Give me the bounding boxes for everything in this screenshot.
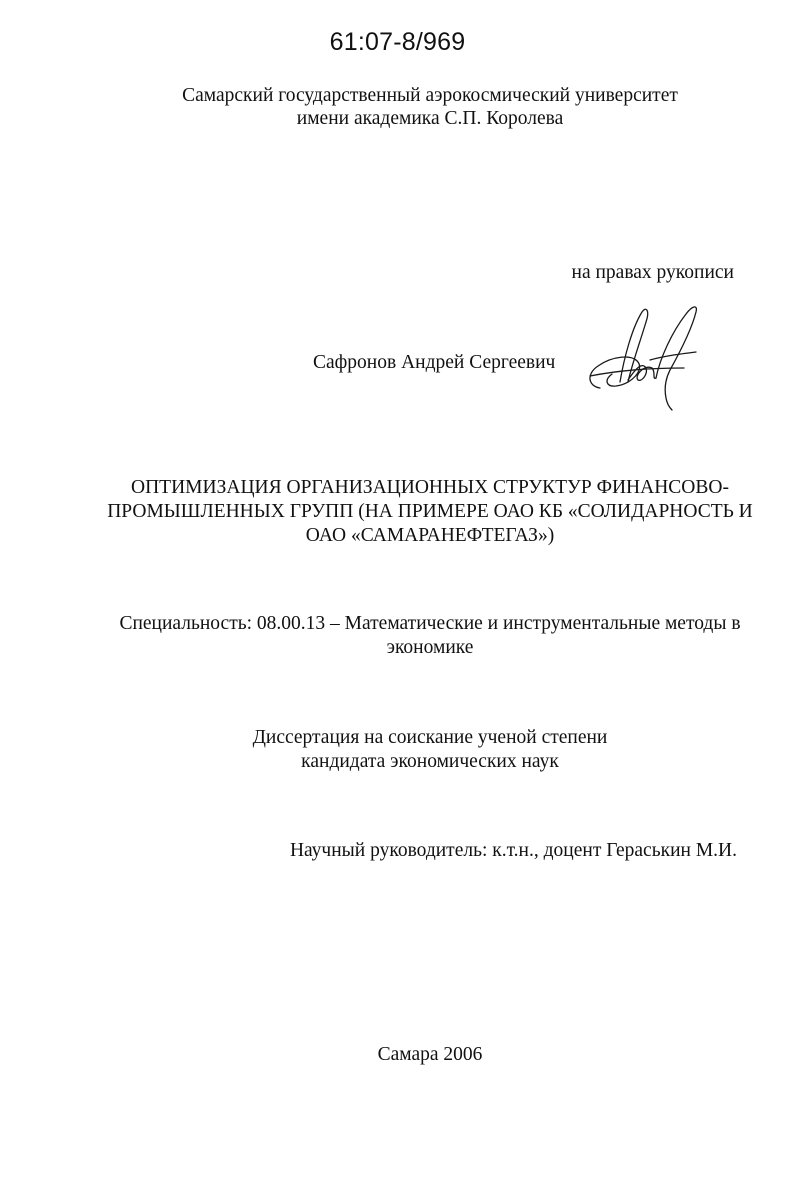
city-year: Самара 2006: [377, 1044, 483, 1065]
degree-statement: [0, 726, 795, 774]
title-line-3: ОАО «САМАРАНЕФТЕГАЗ»): [305, 525, 555, 546]
university-line-1: Самарский государственный аэрокосмический университет: [182, 85, 678, 106]
degree-line-2: кандидата экономических наук: [301, 751, 559, 772]
scientific-advisor: Научный руководитель: к.т.н., доцент Гераськин М.И.: [289, 840, 737, 861]
signature-image: [580, 298, 710, 413]
university-line-2: имени академика С.П. Королева: [296, 108, 564, 129]
manuscript-note: на правах рукописи: [571, 262, 734, 283]
specialty-line-1: Специальность: 08.00.13 – Математические и инструментальные методы в: [119, 613, 741, 634]
specialty-line-2: экономике: [386, 637, 474, 658]
author-name: Сафронов Андрей Сергеевич: [313, 352, 556, 373]
title-line-2: ПРОМЫШЛЕННЫХ ГРУПП (НА ПРИМЕРЕ ОАО КБ «СОЛИДАРНОСТЬ И: [107, 501, 753, 522]
registry-number: 61:07-8/969: [329, 28, 466, 56]
title-line-1: ОПТИМИЗАЦИЯ ОРГАНИЗАЦИОННЫХ СТРУКТУР ФИНАНСОВО-: [131, 477, 729, 498]
dissertation-title: [0, 476, 795, 548]
degree-line-1: Диссертация на соискание ученой степени: [252, 727, 608, 748]
specialty: [0, 612, 795, 660]
university-name: [0, 84, 795, 130]
